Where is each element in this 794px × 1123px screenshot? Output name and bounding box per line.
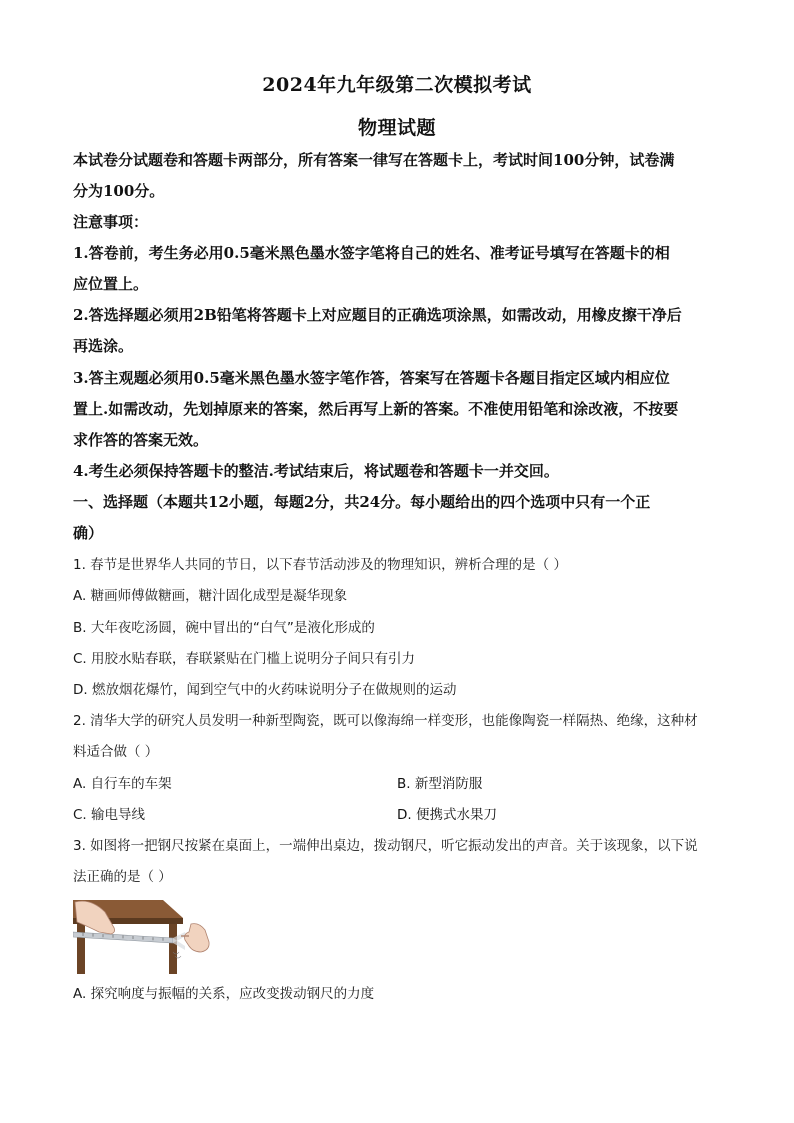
question-3-stem-line-1: 3. 如图将一把钢尺按紧在桌面上，一端伸出桌边，拨动钢尺，听它振动发出的声音。关于该现象，以下说	[73, 838, 698, 854]
note-3-line-3: 求作答的答案无效。	[73, 431, 209, 449]
question-2-option-c: C. 输电导线	[73, 807, 146, 823]
question-2-stem-line-2: 料适合做（ ）	[73, 744, 159, 760]
question-1-stem: 1. 春节是世界华人共同的节日，以下春节活动涉及的物理知识，辨析合理的是（ ）	[73, 557, 567, 573]
question-2-stem-line-1: 2. 清华大学的研究人员发明一种新型陶瓷，既可以像海绵一样变形，也能像陶瓷一样隔热、绝缘，这种材	[73, 713, 698, 729]
intro-line-2: 分为100分。	[73, 182, 165, 200]
intro-line-1: 本试卷分试题卷和答题卡两部分，所有答案一律写在答题卡上，考试时间100分钟，试卷满	[73, 151, 675, 169]
note-1-line-2: 应位置上。	[73, 275, 149, 293]
question-2-option-a: A. 自行车的车架	[73, 776, 172, 792]
question-3-stem-line-2: 法正确的是（ ）	[73, 869, 172, 885]
notes-heading: 注意事项：	[73, 213, 149, 231]
ruler-on-table-figure	[73, 896, 218, 974]
question-1-option-a: A. 糖画师傅做糖画，糖汁固化成型是凝华现象	[73, 588, 348, 604]
question-2-option-d: D. 便携式水果刀	[397, 807, 497, 823]
note-4-line-1: 4.考生必须保持答题卡的整洁.考试结束后，将试题卷和答题卡一并交回。	[73, 462, 559, 480]
note-3-line-2: 置上.如需改动，先划掉原来的答案，然后再写上新的答案。不准使用铅笔和涂改液，不按要	[73, 400, 679, 418]
subject-title: 物理试题	[357, 117, 436, 139]
note-2-line-1: 2.答选择题必须用2B铅笔将答题卡上对应题目的正确选项涂黑，如需改动，用橡皮擦干净后	[73, 306, 682, 324]
question-1-option-b: B. 大年夜吃汤圆，碗中冒出的“白气”是液化形成的	[73, 620, 375, 636]
plucking-hand	[185, 924, 210, 952]
question-1-option-c: C. 用胶水贴春联，春联紧贴在门槛上说明分子间只有引力	[73, 651, 416, 667]
note-1-line-1: 1.答卷前，考生务必用0.5毫米黑色墨水签字笔将自己的姓名、准考证号填写在答题卡的相	[73, 244, 670, 262]
section-1-heading-line-2: 确）	[73, 524, 104, 542]
exam-title: 2024年九年级第二次模拟考试	[262, 74, 532, 96]
section-1-heading-line-1: 一、选择题（本题共12小题，每题2分，共24分。每小题给出的四个选项中只有一个正	[73, 493, 651, 511]
question-1-option-d: D. 燃放烟花爆竹，闻到空气中的火药味说明分子在做规则的运动	[73, 682, 457, 698]
table-leg-left	[77, 924, 85, 974]
note-3-line-1: 3.答主观题必须用0.5毫米黑色墨水签字笔作答，答案写在答题卡各题目指定区域内相应位	[73, 369, 670, 387]
table-leg-right	[169, 924, 177, 974]
note-2-line-2: 再选涂。	[73, 337, 134, 355]
question-3-option-a: A. 探究响度与振幅的关系，应改变拨动钢尺的力度	[73, 986, 375, 1002]
question-2-option-b: B. 新型消防服	[397, 776, 483, 792]
